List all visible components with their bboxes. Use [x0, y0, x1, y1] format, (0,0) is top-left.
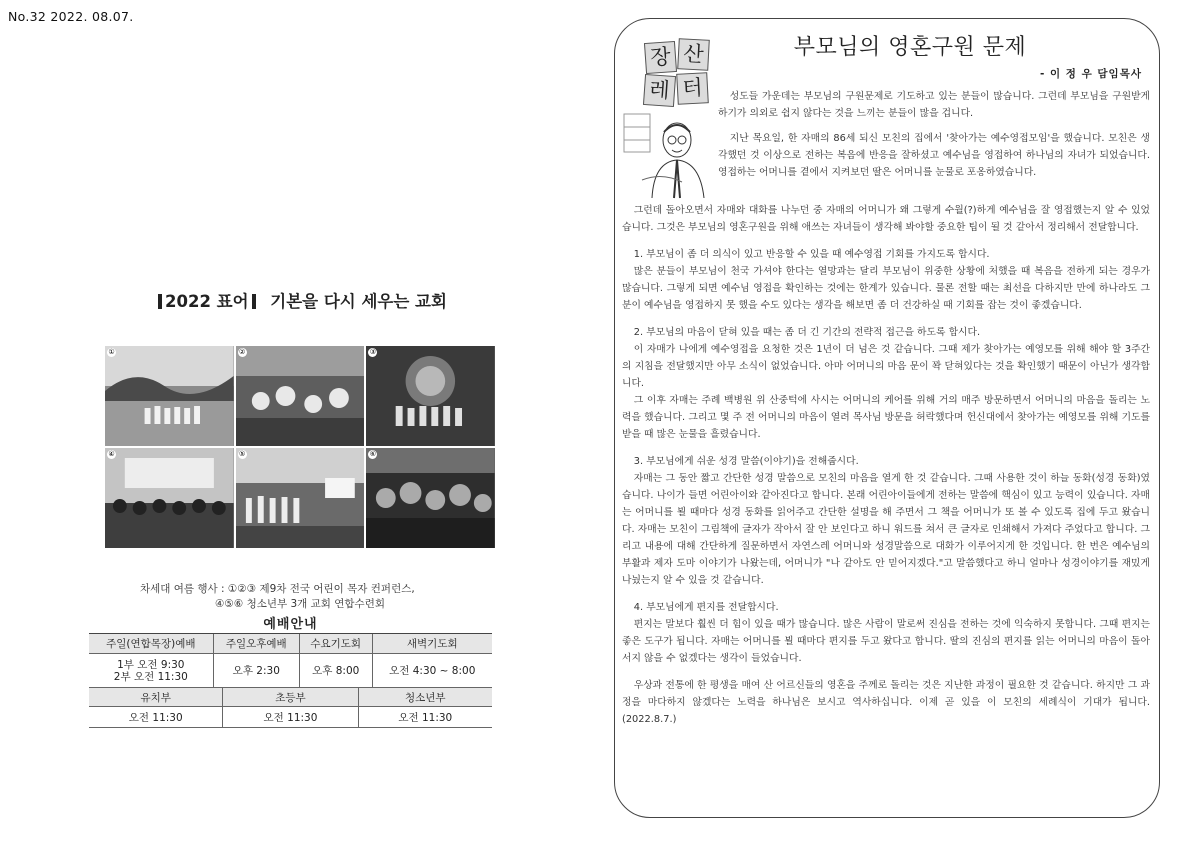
point-text: 자매는 그 동안 짧고 간단한 성경 말씀으로 모친의 마음을 열게 한 것 같습니다. 그때 사용한 것이 하늘 동화(성경 동화)였습니다. 나이가 들면 어린아이와 같아진다고 합니다. 본래 어린아이들에게 전하는 말씀에 핵심이 있고 능력이 있습니다. 자매는 어머니를 뵐 때마다 성경 동화를 읽어주고 간단한 설명을 해 주면서 그 책을 어머니가 또 볼 수 있도록 집에 두고 왔습니다. 자매는 모친이 그림책에 글자가 작아서 잘 안 보인다고 하니 워드를 쳐서 큰 글자로 인쇄해서 가져다 주었다고 합니다. 그리고 내용에 대해 간단하게 질문하면서 자연스레 어머니와 성경말씀으로 대화가 이루어지게 한 것입니다. 한 번은 예수님의 부활과 제자 도마 이야기가 나왔는데, 어머니가 "나 같아도 안 믿어지겠다."고 말씀했다고 하니 얼마나 성경이야기를 재밌게 나눴는지 알 수 있을 것 같습니다. — [622, 473, 1150, 586]
service-header: 새벽기도회 — [372, 634, 492, 654]
letter-intro-top — [718, 88, 1150, 181]
letter-title: 부모님의 영혼구원 문제 — [793, 35, 1027, 60]
event-photo — [236, 346, 365, 446]
department-table — [89, 688, 492, 728]
sunday-time — [89, 654, 213, 688]
logo-tile: 터 — [676, 72, 709, 105]
service-time: 오후 2:30 — [213, 654, 299, 688]
intro-paragraph: 그런데 돌아오면서 자매와 대화를 나누던 중 자매의 어머니가 왜 그렇게 수월(?)하게 예수님을 잘 영접했는지 알 수 있었습니다. 그것은 부모님의 영혼구원을 위해 애쓰는 자녀들이 생각해 봐야할 중요한 팁이 될 것 같아서 정리해서 전달합니다. — [622, 205, 1150, 233]
event-photo — [366, 346, 495, 446]
service-title: 예배안내 — [89, 613, 492, 634]
photo-caption — [140, 582, 415, 612]
issue-number: No.32 2022. 08.07. — [8, 9, 134, 24]
point-text: 편지는 말보다 훨씬 더 힘이 있을 때가 많습니다. 많은 사람이 말로써 진심을 전하는 것에 익숙하지 못합니다. 그때 편지는 좋은 도구가 됩니다. 자매는 어머니를 뵐 때마다 편지를 두고 왔다고 합니다. 딸의 진심의 편지를 읽는 어머니의 마음이 돌아서지 않을 수 없겠다는 생각이 들었습니다. — [622, 619, 1150, 664]
department-time: 오전 11:30 — [358, 707, 492, 728]
closing-paragraph: 우상과 전통에 한 평생을 매여 산 어르신들의 영혼을 주께로 돌리는 것은 지난한 과정이 필요한 것 같습니다. 하지만 그 과정을 마다하지 않겠다는 노력을 하나님은 보시고 역사하십니다. 이제 곧 있을 이 모친의 세례식이 기대가 됩니다.(2022.8.7.) — [622, 680, 1150, 725]
service-header: 수요기도회 — [299, 634, 372, 654]
service-time: 오전 4:30 ~ 8:00 — [372, 654, 492, 688]
caption-line: 차세대 여름 행사 : ①②③ 제9차 전국 어린이 목자 컨퍼런스, — [140, 583, 415, 595]
event-photo — [236, 448, 365, 548]
bullet-icon — [158, 294, 162, 309]
service-header: 주일(연합목장)예배 — [89, 634, 213, 654]
caption-line: ④⑤⑥ 청소년부 3개 교회 연합수련회 — [215, 598, 385, 610]
photo-number: ⑥ — [369, 450, 376, 458]
department-header: 청소년부 — [358, 688, 492, 707]
event-photo — [366, 448, 495, 548]
photo-number: ④ — [108, 450, 115, 458]
year-theme — [155, 288, 447, 312]
service-table — [89, 634, 492, 688]
service-time: 오후 8:00 — [299, 654, 372, 688]
event-photo — [105, 448, 234, 548]
service-time: 2부 오전 11:30 — [113, 670, 188, 683]
department-time: 오전 11:30 — [223, 707, 358, 728]
point-heading: 4. 부모님에게 편지를 전달합시다. — [633, 602, 779, 613]
department-header: 유치부 — [89, 688, 223, 707]
photo-collage — [105, 346, 495, 548]
logo-tile: 산 — [677, 38, 710, 71]
photo-number: ② — [239, 348, 246, 356]
logo-tile: 레 — [643, 74, 676, 107]
intro-paragraph: 성도들 가운데는 부모님의 구원문제로 기도하고 있는 분들이 많습니다. 그런데 부모님을 구원받게 하기가 의외로 쉽지 않다는 것을 느끼는 분들이 많을 겁니다. — [718, 91, 1150, 119]
point-text: 그 이후 자매는 주례 백병원 위 산중턱에 사시는 어머니의 케어를 위해 거의 매주 방문하면서 어머니의 마음을 돌리는 노력을 했습니다. 그리고 몇 주 전 어머니의 마음이 열려 목사님 방문을 허락했다며 헌신대에서 찾아가는 예영모를 위해 기도를 받을 때 많은 눈물을 흘렸습니다. — [622, 395, 1150, 440]
pastor-sketch — [622, 110, 722, 200]
point-text: 많은 분들이 부모님이 천국 가셔야 한다는 열망과는 달리 부모님이 위중한 상황에 처했을 때 복음을 전하게 되는 경우가 많습니다. 그렇게 되면 예수님 영접을 확인하는 것에는 한계가 있습니다. 물론 전할 때는 최선을 다하지만 만에 하나라도 그분이 예수님을 영접하지 못 했을 수도 있다는 생각을 해보면 좀 더 건강하실 때 기회를 잡는 것이 좋겠습니다. — [622, 266, 1150, 311]
point-heading: 2. 부모님의 마음이 닫혀 있을 때는 좀 더 긴 기간의 전략적 접근을 하도록 합시다. — [633, 327, 981, 338]
event-photo — [105, 346, 234, 446]
service-schedule — [89, 613, 492, 728]
department-header: 초등부 — [223, 688, 358, 707]
point-heading: 3. 부모님에게 쉬운 성경 말씀(이야기)을 전해줍시다. — [633, 456, 859, 467]
intro-paragraph: 지난 목요일, 한 자매의 86세 되신 모친의 집에서 '찾아가는 예수영접모임'을 했습니다. 모친은 생각했던 것 이상으로 전하는 복음에 반응을 잘하셨고 예수님을 영접하여 하나님의 자녀가 되었습니다. 영접하는 어머니를 곁에서 지켜보던 딸은 어머니를 눈물로 포옹하였습니다. — [718, 133, 1150, 178]
logo-tile: 장 — [644, 41, 677, 74]
point-heading: 1. 부모님이 좀 더 의식이 있고 반응할 수 있을 때 예수영접 기회를 가지도록 합시다. — [633, 249, 990, 260]
service-header: 주일오후예배 — [213, 634, 299, 654]
theme-slogan: 기본을 다시 세우는 교회 — [270, 292, 447, 311]
service-time: 1부 오전 9:30 — [117, 658, 185, 671]
photo-number: ① — [108, 348, 115, 356]
bullet-icon — [252, 294, 256, 309]
letter-body — [622, 202, 1150, 728]
theme-year: 2022 표어 — [165, 292, 249, 311]
point-text: 이 자매가 나에게 예수영접을 요청한 것은 1년이 더 넘은 것 같습니다. 그때 제가 찾아가는 예영모를 위해 해야 할 3주간의 지침을 전달했지만 아무 소식이 없었습니다. 아마 어머니의 마음 문이 꽉 닫혀있다는 것을 확인했기 때문이 아닌가 생각합니다. — [622, 344, 1150, 389]
photo-number: ⑤ — [239, 450, 246, 458]
photo-number: ③ — [369, 348, 376, 356]
department-time: 오전 11:30 — [89, 707, 223, 728]
letter-author: - 이 정 우 담임목사 — [1040, 68, 1142, 80]
